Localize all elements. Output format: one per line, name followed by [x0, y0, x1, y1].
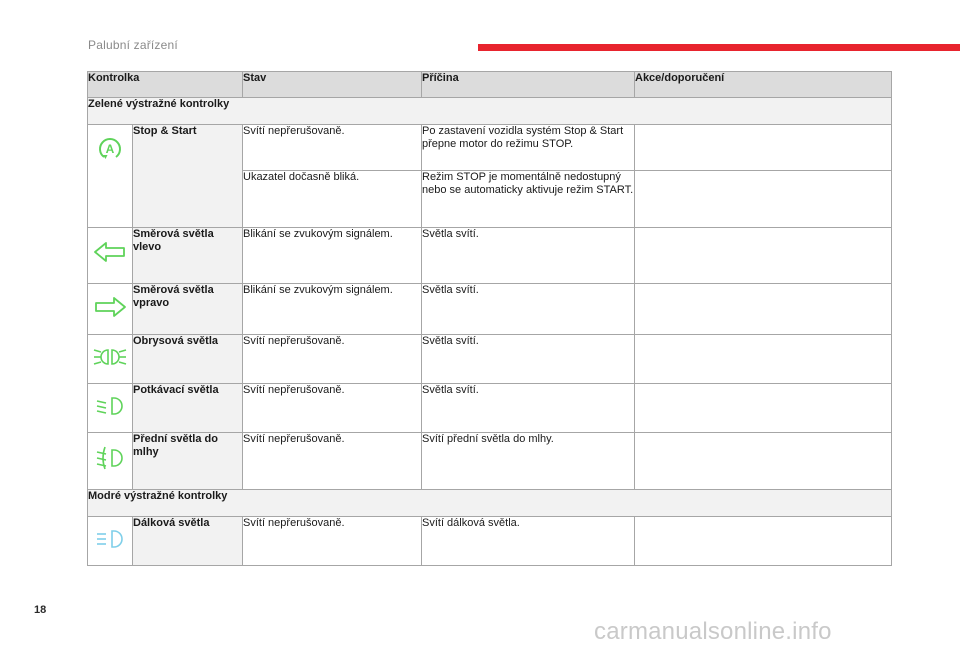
light-name: Potkávací světla: [133, 384, 243, 433]
light-name: Přední světla do mlhy: [133, 433, 243, 490]
table-row: [88, 284, 892, 335]
light-name: Obrysová světla: [133, 335, 243, 384]
table-row: [88, 335, 892, 384]
icon-cell: [88, 433, 133, 490]
column-header-stav: Stav: [243, 72, 422, 98]
state-cell: Ukazatel dočasně bliká.: [243, 171, 422, 228]
warning-lights-table: [87, 71, 892, 566]
cause-cell: Po zastavení vozidla systém Stop & Start přepne motor do režimu STOP.: [422, 125, 635, 171]
state-cell: Svítí nepřerušovaně.: [243, 335, 422, 384]
table-row: [88, 228, 892, 284]
front-fog-icon: [88, 445, 132, 471]
header-accent-bar: [478, 44, 960, 51]
watermark: carmanualsonline.info: [594, 618, 832, 645]
svg-text:A: A: [105, 142, 115, 156]
action-cell: [635, 517, 892, 566]
table-row: [88, 433, 892, 490]
icon-cell: [88, 517, 133, 566]
stop-start-icon: [88, 133, 132, 163]
page-number: 18: [34, 604, 47, 616]
cause-cell: Svítí přední světla do mlhy.: [422, 433, 635, 490]
page-header-title: Palubní zařízení: [88, 38, 178, 52]
table-row: [88, 517, 892, 566]
state-cell: Svítí nepřerušovaně.: [243, 384, 422, 433]
action-cell: [635, 171, 892, 228]
column-header-pricina: Příčina: [422, 72, 635, 98]
icon-cell: [88, 125, 133, 228]
icon-cell: [88, 228, 133, 284]
left-arrow-icon: [88, 240, 132, 264]
column-header-kontrolka: Kontrolka: [88, 72, 243, 98]
cause-cell: Režim STOP je momentálně nedostupný nebo se automaticky aktivuje režim START.: [422, 171, 635, 228]
right-arrow-icon: [88, 295, 132, 319]
action-cell: [635, 125, 892, 171]
light-name: Směrová světla vlevo: [133, 228, 243, 284]
icon-cell: [88, 384, 133, 433]
light-name: Stop & Start: [133, 125, 243, 228]
cause-cell: Světla svítí.: [422, 228, 635, 284]
action-cell: [635, 433, 892, 490]
column-header-akce: Akce/doporučení: [635, 72, 892, 98]
state-cell: Svítí nepřerušovaně.: [243, 433, 422, 490]
light-name: Dálková světla: [133, 517, 243, 566]
action-cell: [635, 284, 892, 335]
state-cell: Svítí nepřerušovaně.: [243, 125, 422, 171]
cause-cell: Svítí dálková světla.: [422, 517, 635, 566]
table-row: [88, 384, 892, 433]
section-header-blue: [88, 490, 892, 517]
side-lights-icon: [88, 345, 132, 369]
state-cell: Blikání se zvukovým signálem.: [243, 284, 422, 335]
table-header-row: [88, 72, 892, 98]
action-cell: [635, 384, 892, 433]
state-cell: Svítí nepřerušovaně.: [243, 517, 422, 566]
action-cell: [635, 335, 892, 384]
action-cell: [635, 228, 892, 284]
icon-cell: [88, 335, 133, 384]
table-row: [88, 125, 892, 171]
section-header-green: [88, 98, 892, 125]
cause-cell: Světla svítí.: [422, 335, 635, 384]
light-name: Směrová světla vpravo: [133, 284, 243, 335]
section-title: Modré výstražné kontrolky: [88, 490, 892, 517]
state-cell: Blikání se zvukovým signálem.: [243, 228, 422, 284]
cause-cell: Světla svítí.: [422, 384, 635, 433]
icon-cell: [88, 284, 133, 335]
cause-cell: Světla svítí.: [422, 284, 635, 335]
main-beam-icon: [88, 527, 132, 551]
section-title: Zelené výstražné kontrolky: [88, 98, 892, 125]
dipped-beam-icon: [88, 394, 132, 418]
